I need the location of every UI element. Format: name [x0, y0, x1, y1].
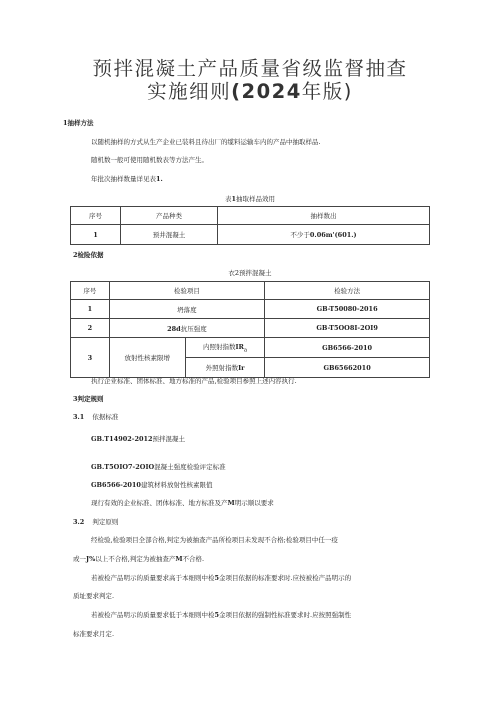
table-1-caption: [0, 194, 500, 203]
text: M: [227, 499, 235, 507]
table-header: 产品种类: [121, 207, 218, 225]
section-3-1-heading: [73, 412, 118, 421]
text: 若被检产品明示的质量要求低于本细则中检: [91, 611, 215, 619]
table-header: 序号: [71, 282, 110, 300]
text: 0.06m'(601.): [309, 231, 357, 239]
rule-paragraph: [73, 554, 204, 563]
text: 若被检产品明示的质量要求高于本细则中检: [91, 574, 215, 582]
section-1-paragraph: [91, 174, 163, 183]
table-cell: 放射性核素限增: [109, 338, 185, 378]
text: a: [243, 347, 248, 354]
table-header: 序号: [71, 207, 121, 225]
standard-name: 建筑材料放射性核素限值: [140, 481, 213, 489]
rule-paragraph: [91, 610, 351, 619]
section-1-heading: 1抽样方法: [63, 119, 94, 127]
section-3-2-heading: [73, 517, 118, 526]
standard-item: [91, 434, 185, 443]
rule-paragraph: 质址要求判定.: [73, 592, 115, 600]
table-cell: GB65662010: [265, 358, 430, 378]
table-cell: 3: [71, 338, 110, 378]
title-part: 实施细则: [147, 80, 232, 103]
rule-paragraph: 标准要求月定.: [73, 630, 115, 638]
section-1-paragraph: 随机数一般可使用随机数表等方法产生。: [91, 156, 208, 164]
section-title: 判定原则: [92, 518, 119, 526]
text: 内照射指数: [202, 342, 236, 351]
text: 明示顺以要求: [234, 499, 274, 507]
table-cell: [109, 319, 265, 338]
section-number: 3.2: [73, 518, 85, 526]
standard-code: GB.T5OIO7-2OIO: [91, 463, 155, 471]
text: 抽取样品效用: [236, 195, 276, 203]
text: 现行有效的企业标准、团体标准、地方标准及产: [91, 499, 228, 507]
table-cell: 坍落度: [109, 300, 265, 319]
table-header: 抽样数出: [218, 207, 430, 225]
text: M: [175, 555, 183, 563]
text: J%: [86, 555, 96, 563]
standard-name: 混凝土强度检验评定标准: [154, 463, 226, 471]
standard-code: GB6566-2010: [91, 481, 141, 489]
standard-item: [91, 480, 212, 489]
text: 或一: [73, 555, 86, 563]
standard-item: [91, 498, 274, 507]
table-cell: GB-T5OO8I-2OI9: [265, 319, 430, 338]
text: IR: [235, 342, 244, 351]
text: 1: [231, 195, 237, 203]
section-number: 3.1: [73, 413, 85, 421]
table-cell: GB6566-2010: [265, 338, 430, 358]
table-cell: 1: [71, 225, 121, 245]
text: 不合格.: [182, 555, 205, 563]
table-cell: [185, 338, 264, 358]
table-cell: [185, 358, 264, 378]
table-1: [70, 206, 430, 245]
text: 抗压强度: [180, 324, 207, 333]
standard-item: [91, 462, 226, 471]
text: 金项目依据的标准要求时.应按被检产品明示的: [219, 574, 352, 582]
text: Ir: [238, 364, 245, 372]
table-cell: 1: [71, 300, 110, 319]
table-header: 检验项目: [109, 282, 265, 300]
text: 28d: [167, 324, 181, 333]
text: 外照射指数: [205, 364, 239, 372]
table-2-caption: 衣2预拌混凝土: [228, 269, 272, 277]
document-title-line2: [0, 76, 500, 104]
title-year: (2024: [231, 80, 302, 103]
rule-paragraph: [91, 573, 351, 582]
text: 不少于: [290, 231, 310, 239]
text: 以上不合格,判定为被抽查产: [95, 555, 176, 563]
table-cell: 预井混凝土: [121, 225, 218, 245]
text: 金项目依据的强制性标准要求时.应按照强制性: [219, 611, 352, 619]
text: 年批次抽样数量详见表: [91, 175, 156, 183]
table-cell: 2: [71, 319, 110, 338]
standard-name: 预拌混凝土: [152, 435, 186, 443]
section-2-heading: 2检险依据: [73, 251, 104, 259]
table-cell: GB-T50080-2016: [265, 300, 430, 319]
text: 5: [214, 574, 220, 582]
section-3-heading: 3判定规则: [73, 395, 104, 403]
document-title-line1: 预拌混凝土产品质量省级监督抽查: [92, 57, 408, 80]
table-2-note: 执行企业标准、团体标准、地方标准的产品,检验项目参照上述内容执行.: [91, 377, 297, 385]
standard-code: GB.T14902-2012: [91, 435, 153, 443]
title-part: 年版): [301, 80, 353, 103]
text: 表: [224, 195, 232, 203]
rule-paragraph: 经检验,检验项目全部合格,判定为被抽查产品所检项目未发现不合格;检验项目中任一疫: [91, 536, 338, 544]
section-title: 依据标准: [92, 413, 119, 421]
table-cell: [218, 225, 430, 245]
table-ref: 1.: [156, 175, 163, 183]
text: 5: [214, 611, 220, 619]
table-header: 检验方法: [265, 282, 430, 300]
table-2: [70, 281, 430, 378]
section-1-paragraph: 以随机抽样的方式从生产企业已装料且待出厂的缆料运输车内的产品中抽取样品.: [91, 138, 321, 146]
